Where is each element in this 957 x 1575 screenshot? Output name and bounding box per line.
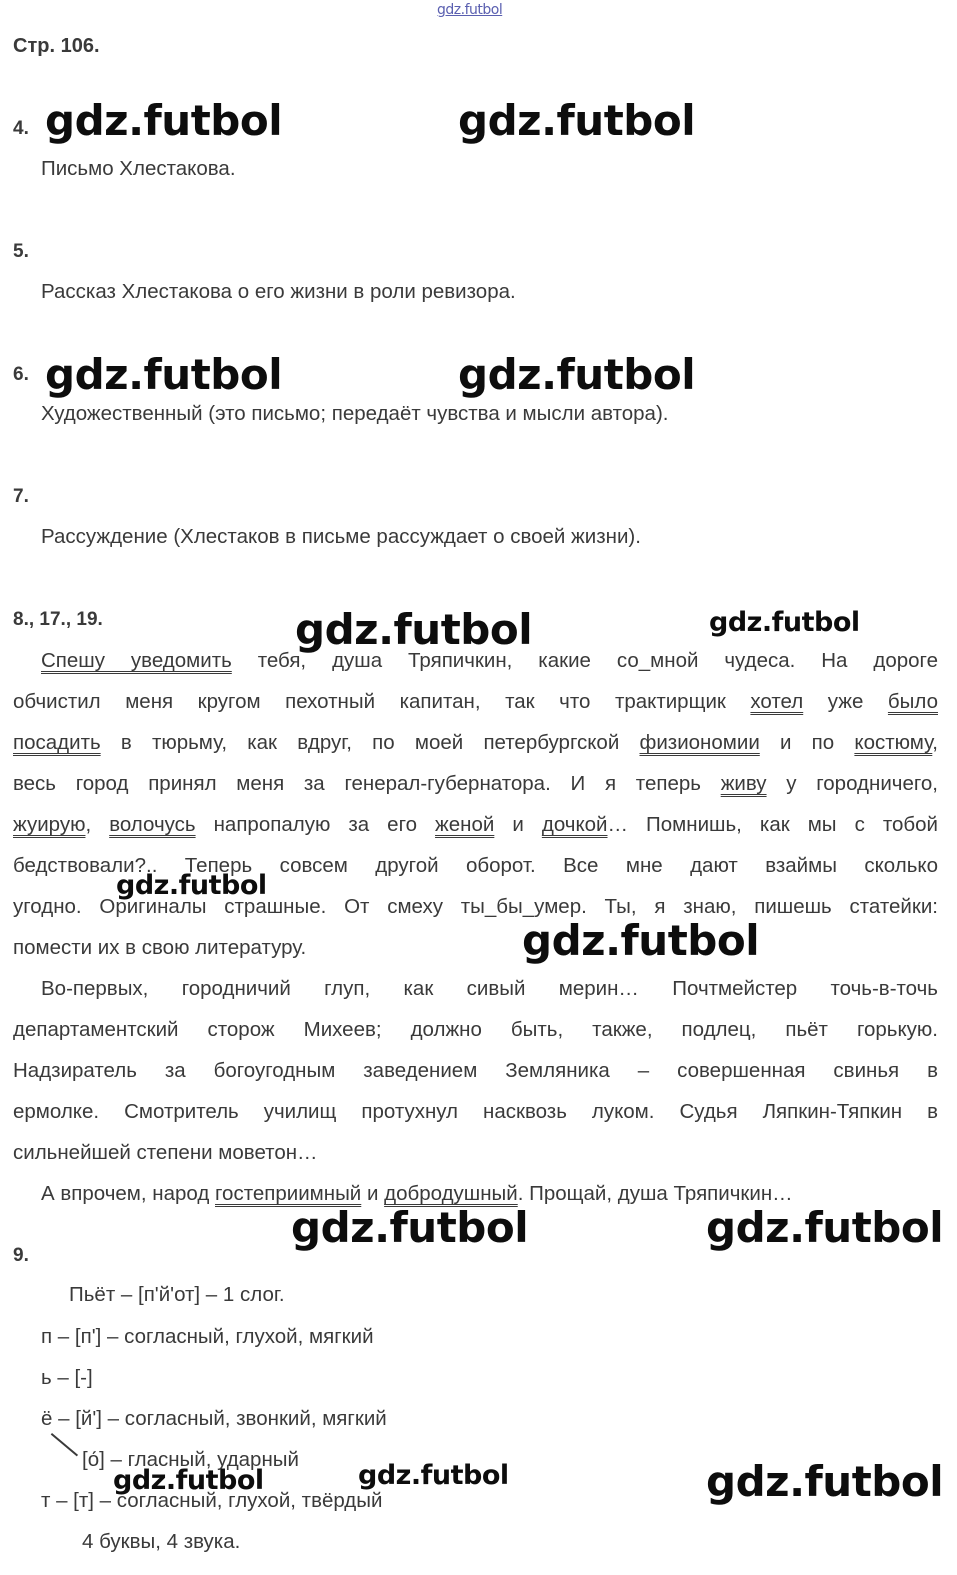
- page-title: Стр. 106.: [13, 35, 100, 57]
- task-number: 4.: [13, 118, 29, 139]
- underlined-word: жуирую: [13, 813, 86, 836]
- underlined-word: посадить: [13, 731, 101, 754]
- letter-line: [13, 763, 938, 804]
- underlined-word: гостеприимный: [215, 1182, 362, 1205]
- underlined-word: Спешу уведомить: [41, 649, 232, 672]
- text-run: ,: [932, 731, 938, 754]
- underlined-word: костюму: [854, 731, 933, 754]
- text-run: … Помнишь, как мы с тобой: [607, 813, 938, 836]
- watermark: gdz.futbol: [295, 605, 533, 654]
- watermark: gdz.futbol: [45, 96, 283, 145]
- underlined-word: женой: [435, 813, 495, 836]
- watermark: gdz.futbol: [709, 607, 860, 638]
- underlined-word: волочусь: [109, 813, 196, 836]
- text-run: уже: [803, 690, 888, 713]
- watermark: gdz.futbol: [113, 1465, 264, 1496]
- text-run: А впрочем, народ: [41, 1182, 216, 1205]
- text-run: департаментский сторож Михеев; должно быть, также, подлец, пьёт горькую.: [13, 1018, 938, 1041]
- phonetic-line: п – [п'] – согласный, глухой, мягкий: [41, 1325, 374, 1348]
- text-run: обчистил меня кругом пехотный капитан, так что трактирщик: [13, 690, 751, 713]
- phonetic-line: ь – [-]: [41, 1366, 93, 1389]
- letter-line: [13, 722, 938, 763]
- letter-line: [13, 1091, 938, 1132]
- text-run: у городничего,: [766, 772, 938, 795]
- underlined-word: дочкой: [541, 813, 608, 836]
- task-number: 9.: [13, 1245, 29, 1266]
- text-run: Надзиратель за богоугодным заведением Земляника – совершенная свинья в: [13, 1059, 938, 1082]
- task-answer: Письмо Хлестакова.: [41, 157, 236, 180]
- text-run: напропалую за его: [195, 813, 436, 836]
- underlined-word: физиономии: [639, 731, 760, 754]
- task-number: 6.: [13, 364, 29, 385]
- underlined-word: добродушный: [384, 1182, 518, 1205]
- text-run: тебя, душа Тряпичкин, какие со_мной чудеса. На дороге: [231, 649, 938, 672]
- watermark: gdz.futbol: [45, 350, 283, 399]
- letter-line: [13, 927, 938, 968]
- text-run: помести их в свою литературу.: [13, 936, 307, 959]
- phonetic-line: Пьёт – [п'й'от] – 1 слог.: [69, 1283, 285, 1306]
- watermark: gdz.futbol: [458, 350, 696, 399]
- phonetic-line: 4 буквы, 4 звука.: [82, 1530, 241, 1553]
- letter-line: [13, 804, 938, 845]
- letter-line: [13, 1009, 938, 1050]
- task-number: 5.: [13, 241, 29, 262]
- task-number: 8., 17., 19.: [13, 609, 103, 630]
- text-run: и: [494, 813, 542, 836]
- watermark: gdz.futbol: [116, 870, 267, 901]
- letter-line: [13, 640, 938, 681]
- text-run: и: [361, 1182, 385, 1205]
- branch-line: [51, 1433, 78, 1456]
- text-run: и по: [759, 731, 855, 754]
- phonetic-line: т – [т] – согласный, глухой, твёрдый: [41, 1489, 383, 1512]
- letter-line: [13, 1173, 938, 1214]
- text-run: сильнейшей степени моветон…: [13, 1141, 318, 1164]
- phonetic-line: ё – [й'] – согласный, звонкий, мягкий: [41, 1407, 387, 1430]
- phonetic-line: [о́] – гласный, ударный: [82, 1448, 299, 1471]
- letter-line: [13, 886, 938, 927]
- letter-line: [13, 1050, 938, 1091]
- letter-line: [13, 681, 938, 722]
- text-run: весь город принял меня за генерал-губернатора. И я теперь: [13, 772, 721, 795]
- text-run: ,: [85, 813, 110, 836]
- text-run: Во-первых, городничий глуп, как сивый мерин… Почтмейстер точь-в-точь: [41, 977, 938, 1000]
- text-run: ермолке. Смотритель училищ протухнул насквозь луком. Судья Ляпкин-Тяпкин в: [13, 1100, 938, 1123]
- text-run: в тюрьму, как вдруг, по моей петербургской: [100, 731, 640, 754]
- task-answer: Рассуждение (Хлестаков в письме рассуждает о своей жизни).: [41, 525, 641, 548]
- watermark: gdz.futbol: [706, 1203, 944, 1252]
- text-run: угодно. Оригиналы страшные. От смеху ты_бы_умер. Ты, я знаю, пишешь статейки:: [13, 895, 938, 918]
- underlined-word: живу: [720, 772, 767, 795]
- task-number: 7.: [13, 486, 29, 507]
- watermark: gdz.futbol: [437, 2, 503, 18]
- letter-line: [13, 968, 938, 1009]
- text-run: бедствовали?.. Теперь совсем другой оборот. Все мне дают взаймы сколько: [13, 854, 938, 877]
- task-answer: Рассказ Хлестакова о его жизни в роли ревизора.: [41, 280, 516, 303]
- letter-line: [13, 1132, 938, 1173]
- underlined-word: хотел: [750, 690, 804, 713]
- underlined-word: было: [887, 690, 938, 713]
- watermark: gdz.futbol: [358, 1460, 509, 1491]
- letter-line: [13, 845, 938, 886]
- watermark: gdz.futbol: [522, 916, 760, 965]
- text-run: . Прощай, душа Тряпичкин…: [517, 1182, 793, 1205]
- watermark: gdz.futbol: [706, 1457, 944, 1506]
- task-answer: Художественный (это письмо; передаёт чувства и мысли автора).: [41, 402, 669, 425]
- watermark: gdz.futbol: [291, 1203, 529, 1252]
- watermark: gdz.futbol: [458, 96, 696, 145]
